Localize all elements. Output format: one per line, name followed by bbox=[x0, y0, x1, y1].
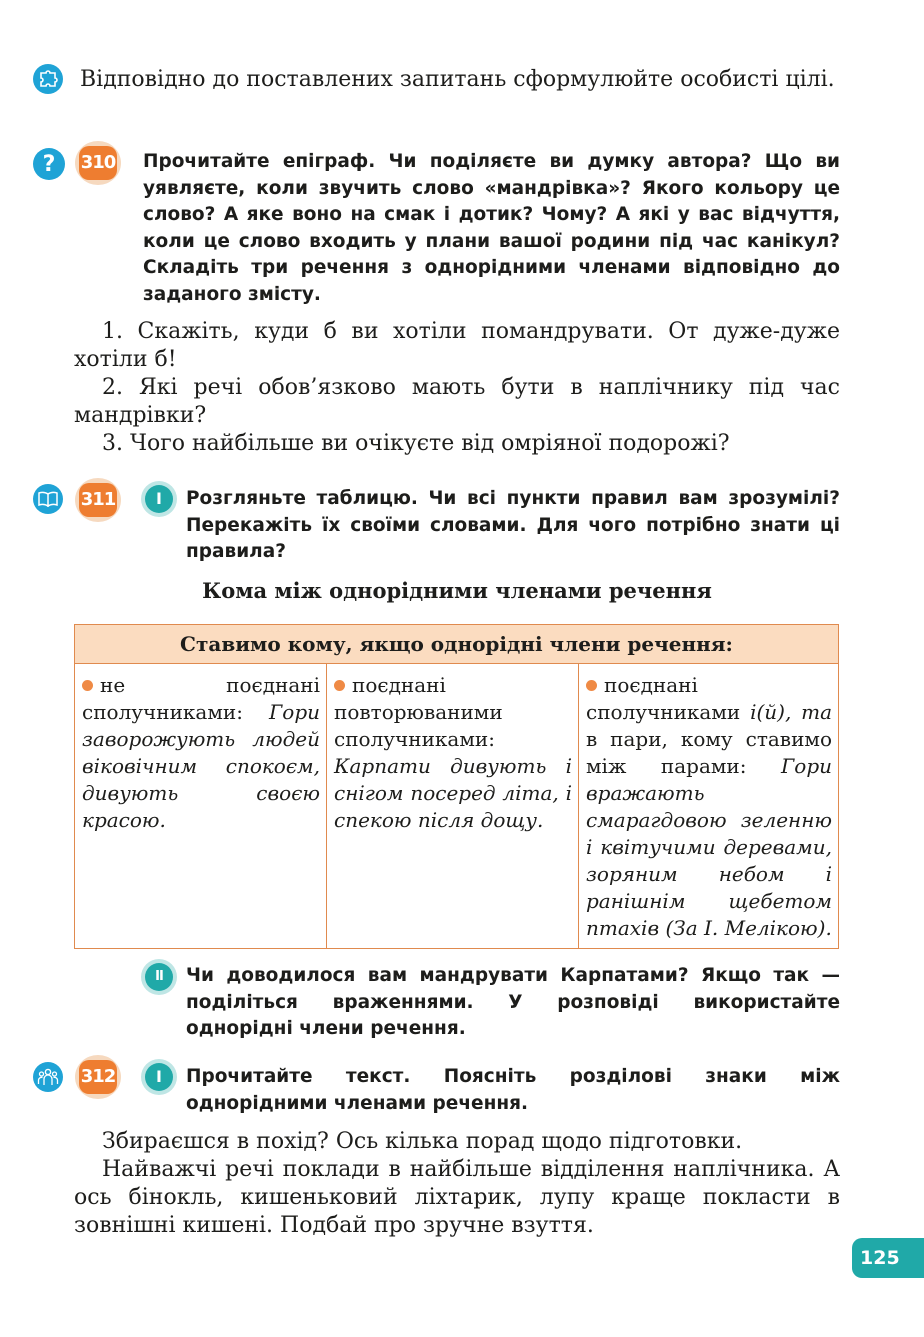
example-text: Гори заворожують людей віковічним спокоєм, дивують своєю красою. bbox=[82, 700, 320, 832]
rule-text: в пари, кому ставимо між парами: bbox=[586, 727, 832, 778]
exercise-312-task: Прочитайте текст. Поясніть розділові знаки між однорідними членами речення. bbox=[186, 1066, 840, 1114]
table-cell bbox=[75, 664, 327, 949]
bullet-icon bbox=[334, 680, 345, 691]
list-item: 2. Які речі обов’язково мають бути в наплічнику під час мандрівки? bbox=[74, 375, 840, 428]
table-cell bbox=[579, 664, 839, 949]
text-paragraph: Збираєшся в похід? Ось кілька порад щодо підготовки. bbox=[102, 1129, 743, 1154]
part-one-marker: I bbox=[145, 485, 173, 513]
intro-text: Відповідно до поставлених запитань сформулюйте особисті цілі. bbox=[80, 67, 835, 92]
table-header: Ставимо кому, якщо однорідні члени речення: bbox=[75, 625, 839, 664]
source-text: (За І. Мелікою). bbox=[665, 916, 832, 940]
list-item: 1. Скажіть, куди б ви хотіли помандрувати. От дуже-дуже хотіли б! bbox=[74, 319, 840, 372]
rules-table bbox=[74, 624, 839, 949]
text-paragraph: Найважчі речі поклади в найбільше відділення наплічника. А ось бінокль, кишеньковий ліхтарик, лупу краще покласти в зовнішні кишені. Подбай про зручне взуття. bbox=[74, 1157, 840, 1238]
puzzle-icon bbox=[33, 64, 63, 94]
rule-text: не поєднані сполучниками: bbox=[82, 673, 320, 724]
exercise-311-part2-task: Чи доводилося вам мандрувати Карпатами? Якщо так — поділіться враженнями. У розповіді використайте однорідні члени речення. bbox=[186, 965, 840, 1039]
question-icon: ? bbox=[33, 148, 65, 180]
example-text: Карпати дивують і снігом посеред літа, і спекою після дощу. bbox=[334, 754, 572, 832]
exercise-number-311: 311 bbox=[75, 478, 121, 522]
part-two-marker: II bbox=[145, 963, 173, 991]
list-item: 3. Чого найбільше ви очікуєте від омріяної подорожі? bbox=[102, 431, 730, 456]
exercise-310-task: Прочитайте епіграф. Чи поділяєте ви думку автора? Що ви уявляєте, коли звучить слово «мандрівка»? Якого кольору це слово? А яке воно на смак і дотик? Чому? А які у вас відчуття, коли це слово входить у плани вашої родини під час канікул? Складіть три речення з однорідними членами відповідно до заданого змісту. bbox=[143, 151, 840, 305]
table-title: Кома між однорідними членами речення bbox=[202, 578, 712, 603]
exercise-number-310: 310 bbox=[75, 141, 121, 185]
group-icon bbox=[33, 1062, 63, 1092]
exercise-312-text bbox=[74, 1128, 840, 1240]
page-number: 125 bbox=[852, 1238, 924, 1278]
example-text: Гори вражають смарагдовою зеленню і квітучими деревами, зоряним небом і ранішнім щебетом птахів bbox=[586, 754, 832, 940]
book-icon bbox=[33, 484, 63, 514]
exercise-number-312: 312 bbox=[75, 1055, 121, 1099]
bullet-icon bbox=[82, 680, 93, 691]
conjunction-text: і(й), та bbox=[750, 700, 832, 724]
part-one-marker: I bbox=[145, 1063, 173, 1091]
rule-text: поєднані сполучниками bbox=[586, 673, 741, 724]
exercise-310-items bbox=[74, 318, 840, 458]
table-cell bbox=[327, 664, 579, 949]
bullet-icon bbox=[586, 680, 597, 691]
exercise-311-task: Розгляньте таблицю. Чи всі пункти правил вам зрозумілі? Перекажіть їх своїми словами. Для чого потрібно знати ці правила? bbox=[186, 488, 840, 562]
rule-text: поєднані повторюваними сполучниками: bbox=[334, 673, 503, 751]
